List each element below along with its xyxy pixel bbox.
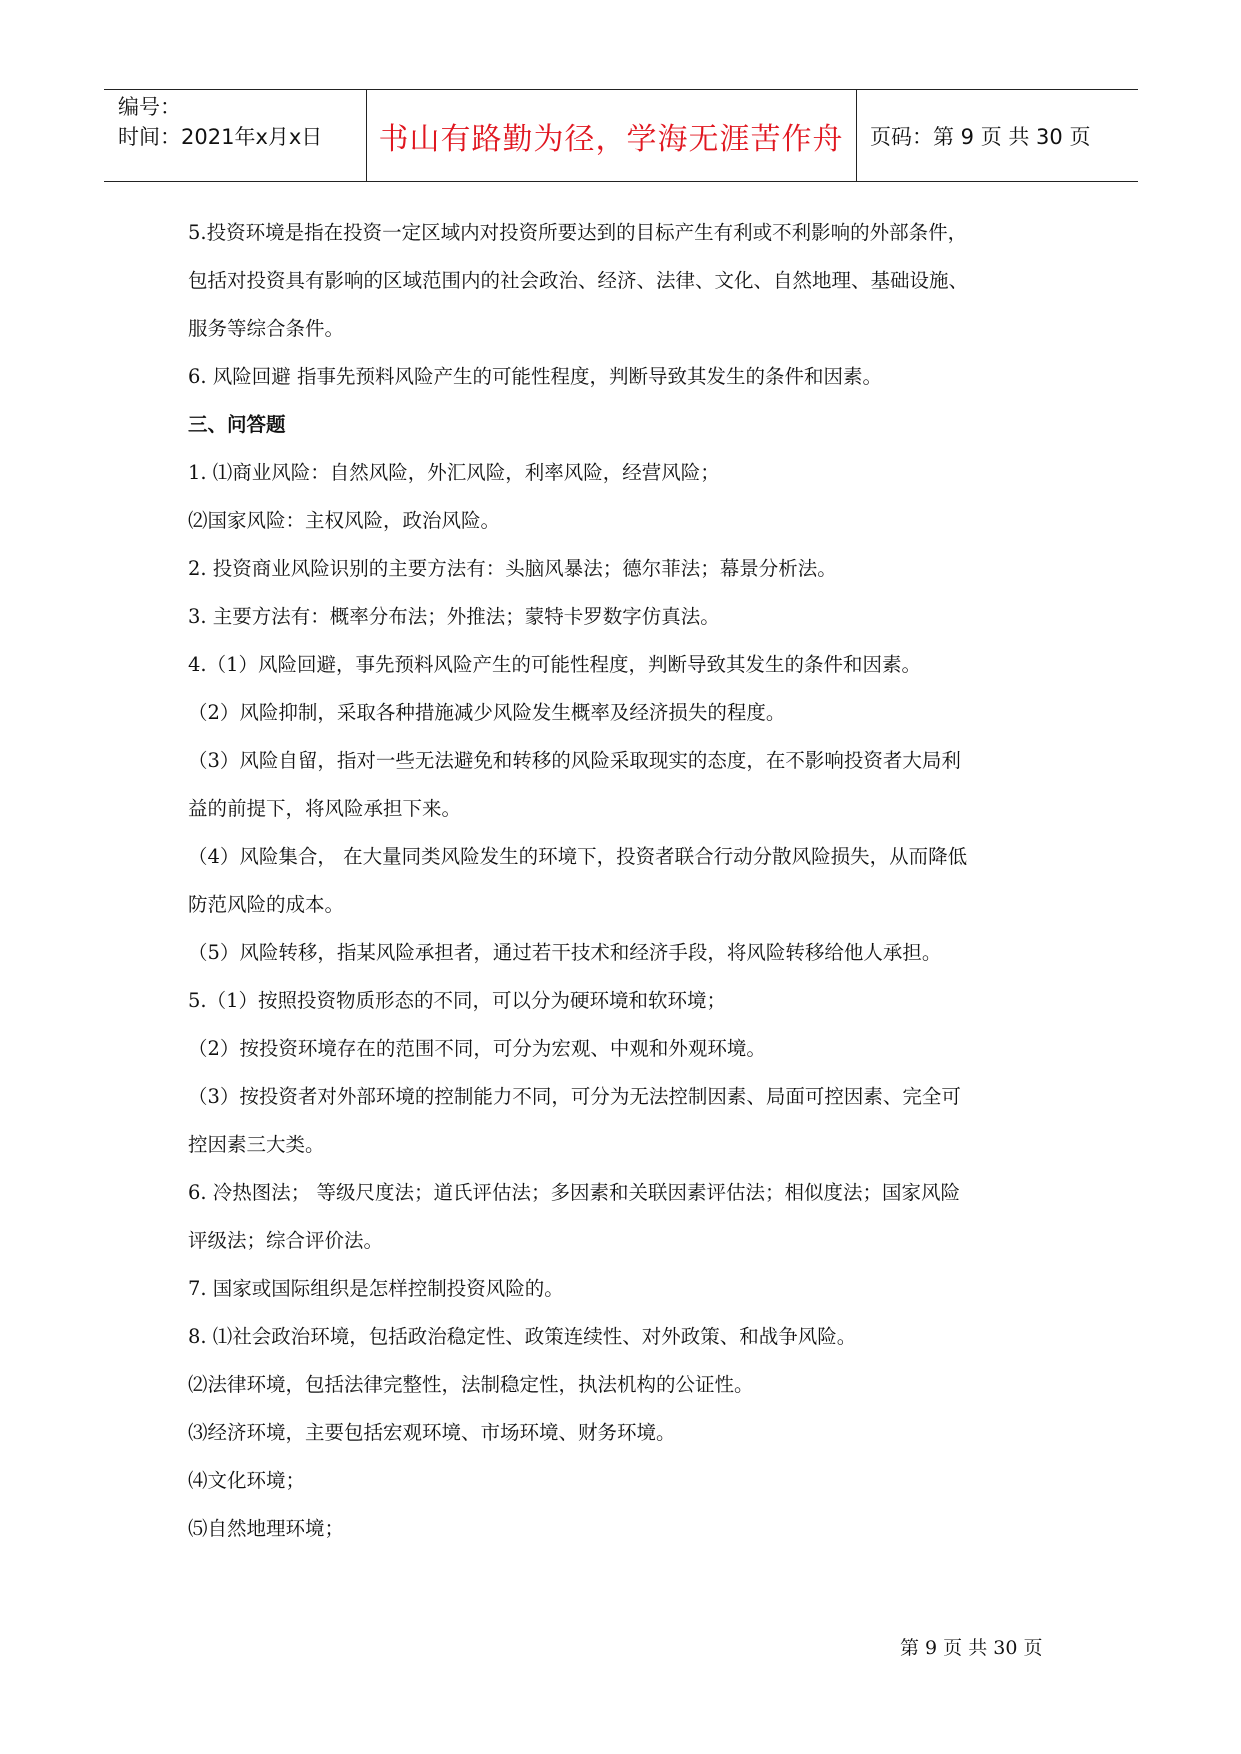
- number-label: 编号：: [118, 95, 181, 119]
- text-line: ⑶经济环境，主要包括宏观环境、市场环境、财务环境。: [188, 1421, 676, 1444]
- text-line: （4）风险集合， 在大量同类风险发生的环境下，投资者联合行动分散风险损失，从而降低: [188, 845, 968, 868]
- text-line: ⑵国家风险：主权风险，政治风险。: [188, 509, 501, 532]
- text-line: 5.投资环境是指在投资一定区域内对投资所要达到的目标产生有利或不利影响的外部条件，: [188, 221, 968, 244]
- text-line: 8. ⑴社会政治环境，包括政治稳定性、政策连续性、对外政策、和战争风险。: [188, 1325, 857, 1348]
- text-line: ⑵法律环境，包括法律完整性，法制稳定性，执法机构的公证性。: [188, 1373, 754, 1396]
- text-line: 6. 冷热图法； 等级尺度法；道氏评估法；多因素和关联因素评估法；相似度法；国家风险: [188, 1181, 961, 1204]
- text-line: 服务等综合条件。: [188, 317, 345, 340]
- text-line: （3）风险自留，指对一些无法避免和转移的风险采取现实的态度，在不影响投资者大局利: [188, 749, 961, 772]
- text-line: 控因素三大类。: [188, 1133, 325, 1156]
- text-line: （2）风险抑制，采取各种措施减少风险发生概率及经济损失的程度。: [188, 701, 786, 724]
- text-line: （2）按投资环境存在的范围不同，可分为宏观、中观和外观环境。: [188, 1037, 766, 1060]
- header-motto: 书山有路勤为径，学海无涯苦作舟: [378, 121, 844, 157]
- footer-page-number: 第 9 页 共 30 页: [900, 1637, 1043, 1659]
- page-header: [104, 89, 1138, 182]
- text-line: 3. 主要方法有：概率分布法；外推法；蒙特卡罗数字仿真法。: [188, 605, 720, 628]
- text-line: ⑷文化环境；: [188, 1469, 306, 1492]
- document-body: [188, 219, 1068, 1563]
- header-divider: [856, 90, 857, 181]
- text-line: 防范风险的成本。: [188, 893, 345, 916]
- header-meta: [118, 92, 322, 152]
- text-line: 7. 国家或国际组织是怎样控制投资风险的。: [188, 1277, 564, 1300]
- text-line: 5.（1）按照投资物质形态的不同，可以分为硬环境和软环境；: [188, 989, 727, 1012]
- text-line: 4.（1）风险回避，事先预料风险产生的可能性程度，判断导致其发生的条件和因素。: [188, 653, 922, 676]
- time-label: 时间：2021年x月x日: [118, 125, 323, 149]
- text-line: 评级法；综合评价法。: [188, 1229, 384, 1252]
- text-line: ⑸自然地理环境；: [188, 1517, 345, 1540]
- text-line: 包括对投资具有影响的区域范围内的社会政治、经济、法律、文化、自然地理、基础设施、: [188, 269, 969, 292]
- text-line: 益的前提下，将风险承担下来。: [188, 797, 462, 820]
- text-line: （5）风险转移，指某风险承担者，通过若干技术和经济手段，将风险转移给他人承担。: [188, 941, 942, 964]
- text-line: （3）按投资者对外部环境的控制能力不同，可分为无法控制因素、局面可控因素、完全可: [188, 1085, 961, 1108]
- section-heading: 三、问答题: [188, 413, 286, 436]
- text-line: 6. 风险回避 指事先预料风险产生的可能性程度，判断导致其发生的条件和因素。: [188, 365, 883, 388]
- text-line: 1. ⑴商业风险：自然风险，外汇风险，利率风险，经营风险；: [188, 461, 720, 484]
- header-page-number: 页码：第 9 页 共 30 页: [870, 124, 1091, 149]
- text-line: 2. 投资商业风险识别的主要方法有：头脑风暴法；德尔菲法；幕景分析法。: [188, 557, 837, 580]
